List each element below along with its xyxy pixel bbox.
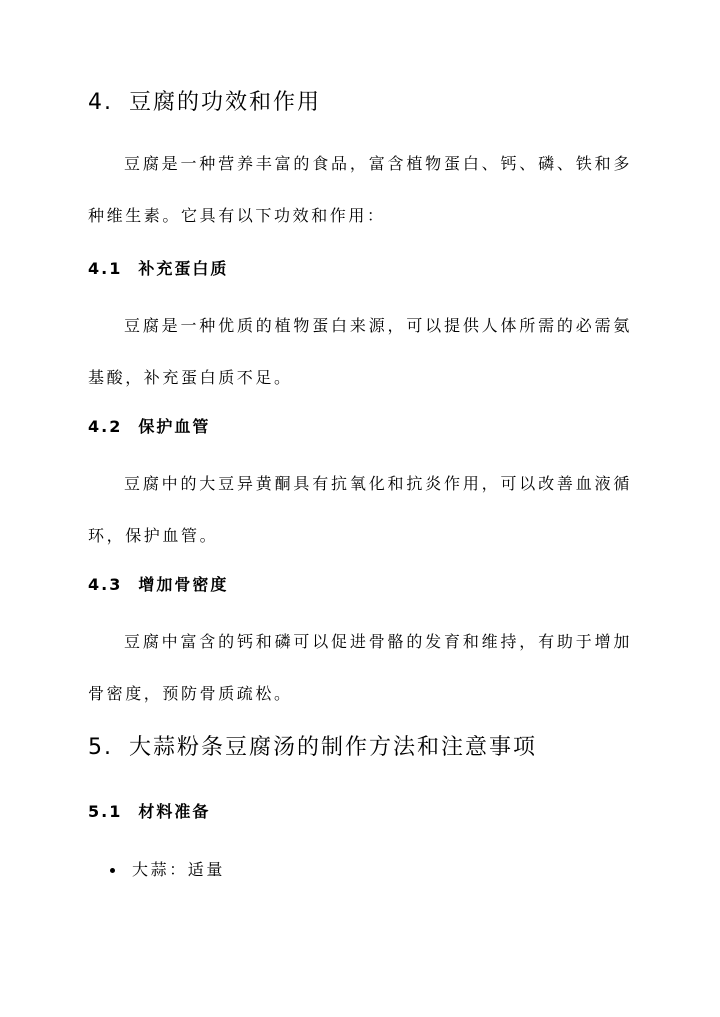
- bullet-icon: [110, 868, 115, 873]
- list-item-text: 大蒜：适量: [132, 860, 226, 879]
- subsection-4-3-heading: [88, 573, 228, 597]
- subsection-5-1-number: 5.1: [88, 802, 123, 821]
- subsection-4-1-title: 补充蛋白质: [138, 259, 229, 278]
- subsection-5-1-heading: [88, 800, 210, 824]
- subsection-5-1-title: 材料准备: [138, 802, 211, 821]
- subsection-4-2-title: 保护血管: [138, 417, 211, 436]
- section-5-number: 5.: [88, 735, 113, 760]
- subsection-4-1-heading: [88, 257, 228, 281]
- section-4-intro: 豆腐是一种营养丰富的食品，富含植物蛋白、钙、磷、铁和多种维生素。它具有以下功效和作用：: [88, 154, 632, 225]
- subsection-4-1-text: 豆腐是一种优质的植物蛋白来源，可以提供人体所需的必需氨基酸，补充蛋白质不足。: [88, 316, 632, 387]
- subsection-4-3-title: 增加骨密度: [138, 575, 229, 594]
- list-item: [88, 857, 225, 883]
- subsection-4-2-text: 豆腐中的大豆异黄酮具有抗氧化和抗炎作用，可以改善血液循环，保护血管。: [88, 474, 632, 545]
- subsection-4-2-heading: [88, 415, 210, 439]
- section-4-heading: [88, 88, 321, 118]
- section-5-heading: [88, 733, 537, 763]
- section-4-title: 豆腐的功效和作用: [129, 90, 322, 115]
- materials-list: [88, 857, 225, 883]
- subsection-4-2-number: 4.2: [88, 417, 123, 436]
- subsection-4-3-number: 4.3: [88, 575, 123, 594]
- section-5-title: 大蒜粉条豆腐汤的制作方法和注意事项: [129, 735, 538, 760]
- section-4-number: 4.: [88, 90, 113, 115]
- subsection-4-1-number: 4.1: [88, 259, 123, 278]
- subsection-4-3-text: 豆腐中富含的钙和磷可以促进骨骼的发育和维持，有助于增加骨密度，预防骨质疏松。: [88, 632, 632, 703]
